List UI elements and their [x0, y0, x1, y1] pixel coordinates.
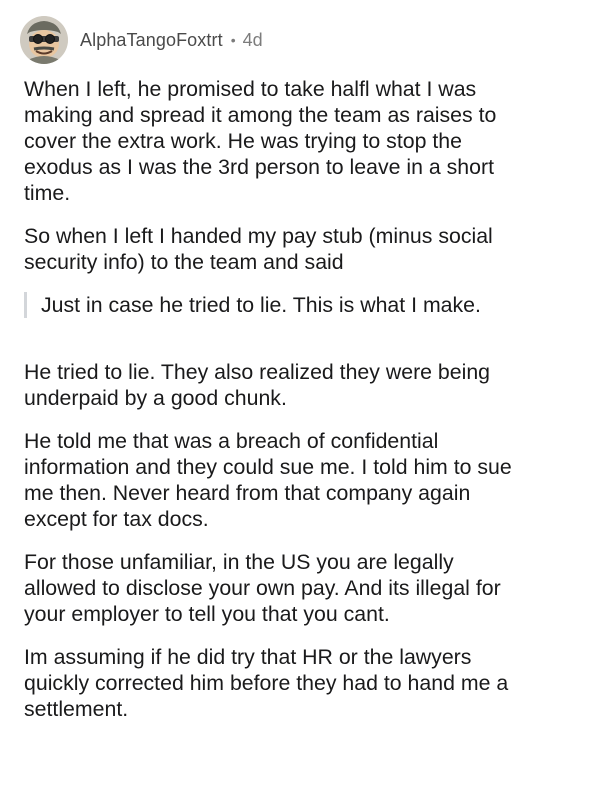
comment-paragraph — [24, 359, 586, 411]
text-line: So when I left I handed my pay stub (minus social — [24, 224, 493, 248]
text-line: Im assuming if he did try that HR or the lawyers — [24, 645, 472, 669]
text-line: quickly corrected him before they had to hand me a — [24, 671, 509, 695]
text-line: He tried to lie. They also realized they were being — [24, 360, 491, 384]
comment-author[interactable]: AlphaTangoFoxtrt — [80, 29, 223, 50]
text-line: information and they could sue me. I told him to sue — [24, 455, 512, 479]
text-line: your employer to tell you that you cant. — [24, 602, 390, 626]
text-line: When I left, he promised to take halfl what I was — [24, 77, 477, 101]
text-line: exodus as I was the 3rd person to leave in a short — [24, 155, 494, 179]
text-line: security info) to the team and said — [24, 250, 344, 274]
text-line: time. — [24, 181, 71, 205]
text-line: making and spread it among the team as raises to — [24, 103, 497, 127]
comment-header — [20, 16, 263, 64]
comment-paragraph — [24, 644, 586, 722]
quote-line: Just in case he tried to lie. This is what I make. — [41, 293, 481, 317]
comment-paragraph — [24, 223, 586, 275]
comment-paragraph — [24, 549, 586, 627]
comment-age: 4d — [242, 29, 263, 50]
text-line: underpaid by a good chunk. — [24, 386, 287, 410]
comment-body — [24, 76, 586, 739]
comment-paragraph — [24, 428, 586, 532]
snoo-avatar-icon[interactable] — [20, 16, 68, 64]
meta-separator: • — [230, 32, 236, 48]
text-line: except for tax docs. — [24, 507, 209, 531]
comment-paragraph — [24, 76, 586, 206]
text-line: settlement. — [24, 697, 129, 721]
text-line: me then. Never heard from that company again — [24, 481, 471, 505]
text-line: For those unfamiliar, in the US you are legally — [24, 550, 454, 574]
text-line: cover the extra work. He was trying to stop the — [24, 129, 462, 153]
text-line: He told me that was a breach of confidential — [24, 429, 439, 453]
block-quote — [24, 292, 586, 318]
text-line: allowed to disclose your own pay. And its illegal for — [24, 576, 501, 600]
